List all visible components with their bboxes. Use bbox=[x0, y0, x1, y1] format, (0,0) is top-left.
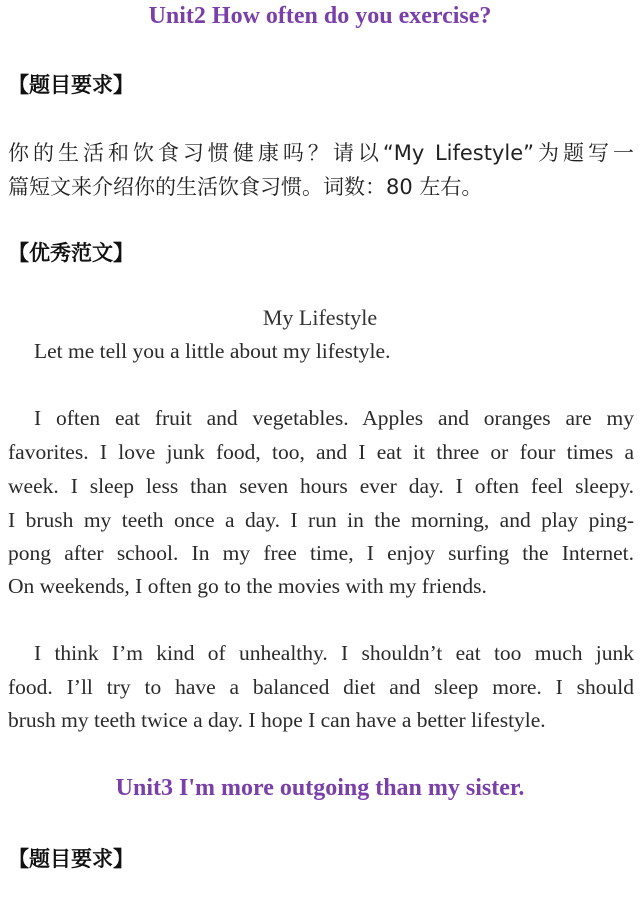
essay-paragraph-line: week. I sleep less than seven hours ever day. I often feel sleepy. bbox=[8, 474, 634, 498]
unit2-title: Unit2 How often do you exercise? bbox=[148, 3, 492, 29]
essay-paragraph-line: I often eat fruit and vegetables. Apples and oranges are my bbox=[34, 406, 634, 430]
essay-paragraph-line: I think I’m kind of unhealthy. I shouldn’t eat too much junk bbox=[34, 641, 634, 665]
sample-essay-heading: 【优秀范文】 bbox=[8, 241, 134, 265]
essay-paragraph-line: food. I’ll try to have a balanced diet and sleep more. I should bbox=[8, 675, 634, 699]
essay-paragraph-line: I brush my teeth once a day. I run in the morning, and play ping- bbox=[8, 508, 634, 532]
essay-paragraph-line: brush my teeth twice a day. I hope I can have a better lifestyle. bbox=[8, 708, 546, 732]
essay-paragraph-line: On weekends, I often go to the movies with my friends. bbox=[8, 574, 487, 598]
requirement-line: 你的生活和饮食习惯健康吗？请以“My Lifestyle”为题写一 bbox=[8, 141, 634, 165]
unit3-requirement-heading: 【题目要求】 bbox=[8, 847, 134, 871]
essay-paragraph-line: favorites. I love junk food, too, and I eat it three or four times a bbox=[8, 440, 634, 464]
unit2-requirement-heading: 【题目要求】 bbox=[8, 73, 134, 97]
requirement-line: 篇短文来介绍你的生活饮食习惯。词数：80 左右。 bbox=[8, 175, 483, 199]
essay-paragraph-line: pong after school. In my free time, I enjoy surfing the Internet. bbox=[8, 541, 634, 565]
essay-paragraph-line: Let me tell you a little about my lifestyle. bbox=[34, 339, 391, 363]
essay-title: My Lifestyle bbox=[262, 305, 378, 330]
unit3-title: Unit3 I'm more outgoing than my sister. bbox=[115, 775, 525, 801]
